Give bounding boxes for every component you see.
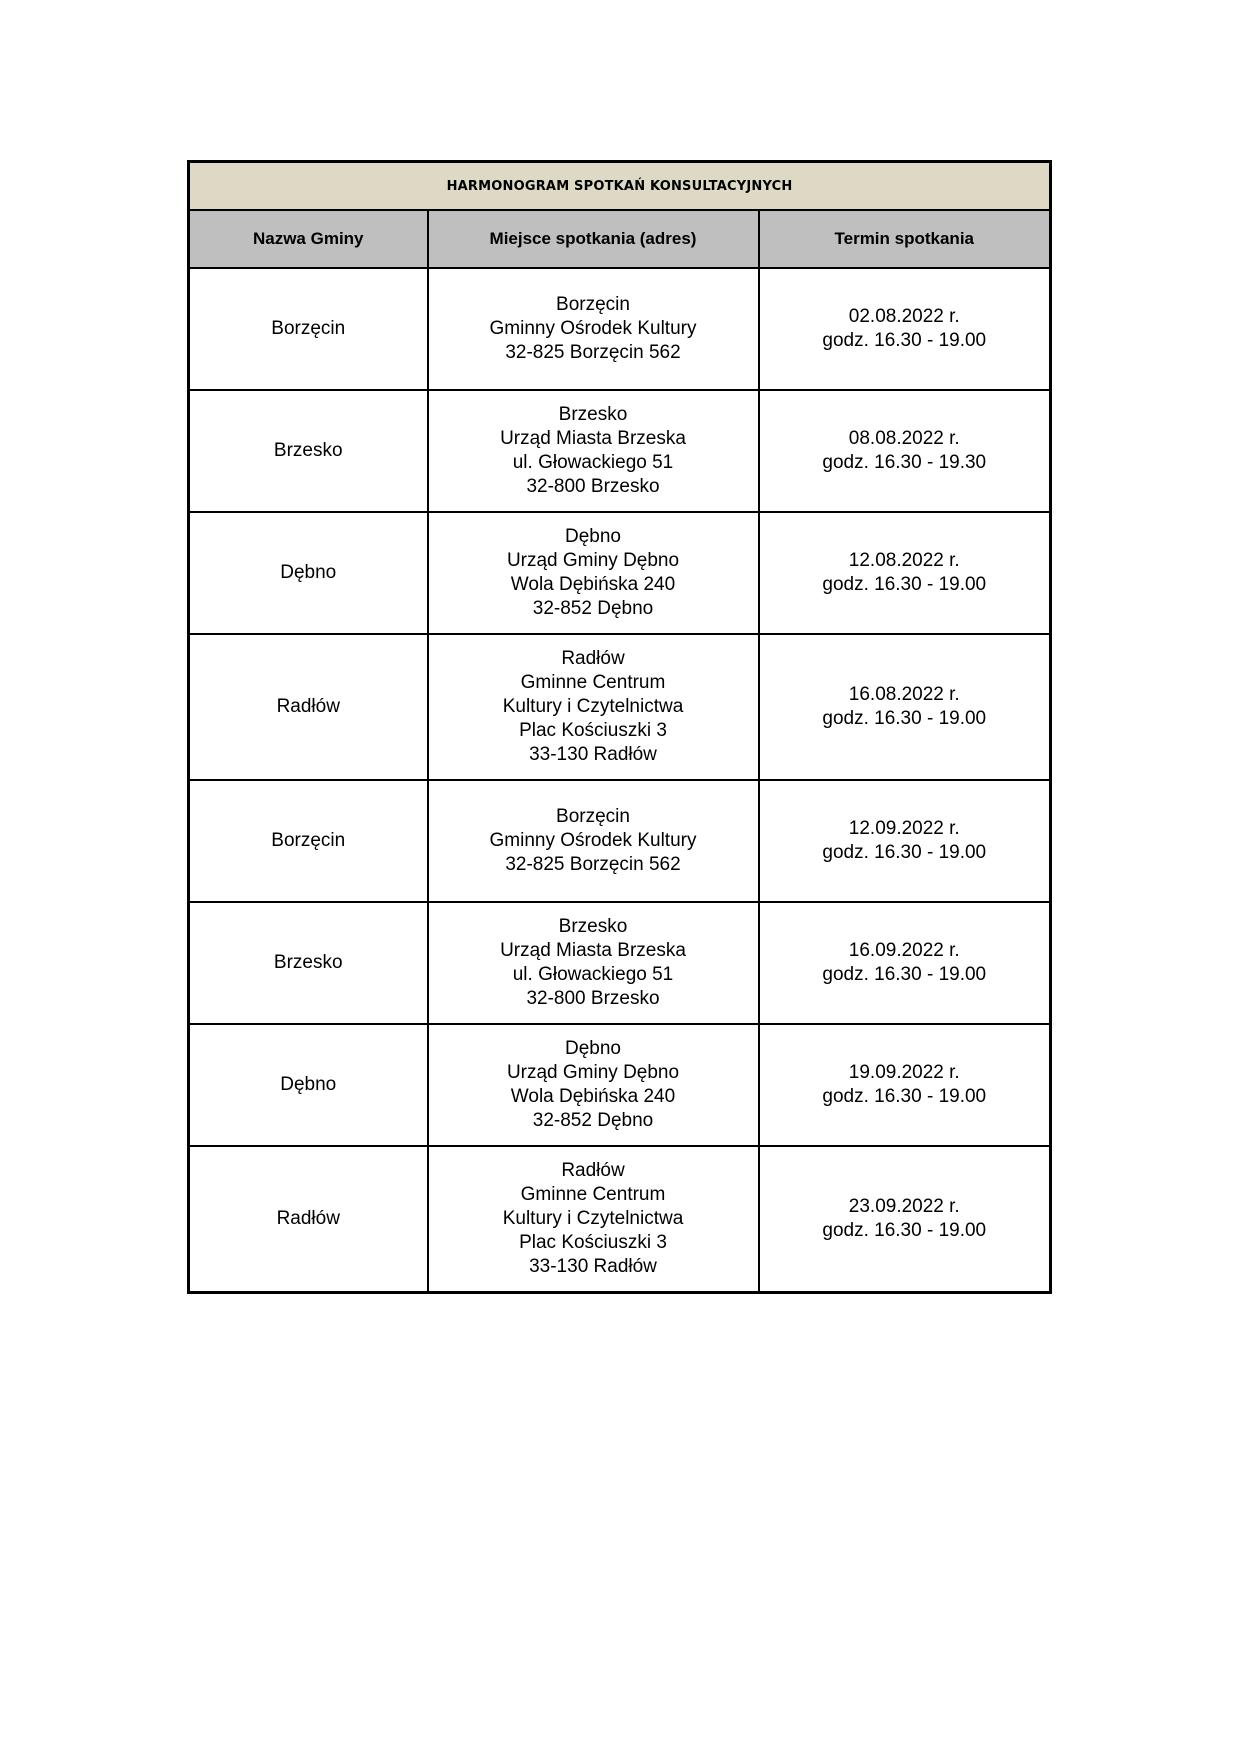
meeting-hours: godz. 16.30 - 19.30 <box>822 452 987 473</box>
meeting-date: 02.08.2022 r. <box>848 306 960 327</box>
address-line: 33-130 Radłów <box>529 1256 657 1277</box>
cell-gmina: Borzęcin <box>189 268 428 390</box>
table-row <box>189 268 1051 390</box>
address-line: 32-852 Dębno <box>532 598 654 619</box>
cell-date <box>759 1024 1051 1146</box>
cell-date <box>759 1146 1051 1293</box>
meeting-date: 08.08.2022 r. <box>848 428 960 449</box>
address-line: Borzęcin <box>556 294 630 315</box>
address-line: Radłów <box>561 648 625 669</box>
address-line: 32-800 Brzesko <box>526 988 660 1009</box>
column-header-address: Miejsce spotkania (adres) <box>428 210 759 268</box>
schedule-table <box>187 160 1052 1294</box>
meeting-date: 16.08.2022 r. <box>848 684 960 705</box>
cell-address <box>428 1146 759 1293</box>
cell-date <box>759 390 1051 512</box>
address-line: 32-800 Brzesko <box>526 476 660 497</box>
cell-date <box>759 902 1051 1024</box>
address-line: Brzesko <box>558 404 628 425</box>
meeting-date: 19.09.2022 r. <box>848 1062 960 1083</box>
address-line: Wola Dębińska 240 <box>510 1086 676 1107</box>
table-row <box>189 902 1051 1024</box>
cell-gmina: Dębno <box>189 1024 428 1146</box>
cell-date <box>759 634 1051 780</box>
address-line: Kultury i Czytelnictwa <box>502 1208 684 1229</box>
address-line: Brzesko <box>558 916 628 937</box>
cell-address <box>428 634 759 780</box>
table-title-row <box>189 162 1051 211</box>
address-line: Urząd Miasta Brzeska <box>500 428 686 449</box>
cell-date <box>759 780 1051 902</box>
table-row <box>189 1024 1051 1146</box>
address-line: 32-825 Borzęcin 562 <box>505 854 681 875</box>
cell-date <box>759 512 1051 634</box>
document-page <box>187 160 1049 1294</box>
table-row <box>189 634 1051 780</box>
address-line: Dębno <box>565 1038 621 1059</box>
meeting-hours: godz. 16.30 - 19.00 <box>822 574 987 595</box>
meeting-date: 12.08.2022 r. <box>848 550 960 571</box>
meeting-hours: godz. 16.30 - 19.00 <box>822 330 987 351</box>
column-header-date: Termin spotkania <box>759 210 1051 268</box>
address-line: Gminne Centrum <box>520 1184 666 1205</box>
cell-address <box>428 512 759 634</box>
table-row <box>189 780 1051 902</box>
cell-address <box>428 780 759 902</box>
meeting-date: 23.09.2022 r. <box>848 1196 960 1217</box>
address-line: Urząd Miasta Brzeska <box>500 940 686 961</box>
address-line: ul. Głowackiego 51 <box>512 452 674 473</box>
meeting-hours: godz. 16.30 - 19.00 <box>822 1220 987 1241</box>
meeting-hours: godz. 16.30 - 19.00 <box>822 708 987 729</box>
address-line: Wola Dębińska 240 <box>510 574 676 595</box>
cell-gmina: Radłów <box>189 634 428 780</box>
meeting-hours: godz. 16.30 - 19.00 <box>822 964 987 985</box>
column-header-gmina: Nazwa Gminy <box>189 210 428 268</box>
cell-gmina: Brzesko <box>189 902 428 1024</box>
cell-gmina: Dębno <box>189 512 428 634</box>
meeting-date: 12.09.2022 r. <box>848 818 960 839</box>
address-line: Gminny Ośrodek Kultury <box>489 830 697 851</box>
cell-gmina: Radłów <box>189 1146 428 1293</box>
address-line: ul. Głowackiego 51 <box>512 964 674 985</box>
cell-address <box>428 902 759 1024</box>
address-line: Plac Kościuszki 3 <box>519 1232 667 1253</box>
cell-gmina: Brzesko <box>189 390 428 512</box>
address-line: Gminny Ośrodek Kultury <box>489 318 697 339</box>
table-row <box>189 512 1051 634</box>
table-row <box>189 390 1051 512</box>
meeting-hours: godz. 16.30 - 19.00 <box>822 1086 987 1107</box>
cell-address <box>428 390 759 512</box>
address-line: Radłów <box>561 1160 625 1181</box>
cell-address <box>428 1024 759 1146</box>
address-line: Kultury i Czytelnictwa <box>502 696 684 717</box>
table-row <box>189 1146 1051 1293</box>
table-header-row <box>189 210 1051 268</box>
meeting-hours: godz. 16.30 - 19.00 <box>822 842 987 863</box>
cell-date <box>759 268 1051 390</box>
table-title: HARMONOGRAM SPOTKAŃ KONSULTACYJNYCH <box>189 162 1051 211</box>
address-line: 32-825 Borzęcin 562 <box>505 342 681 363</box>
address-line: Borzęcin <box>556 806 630 827</box>
address-line: 33-130 Radłów <box>529 744 657 765</box>
meeting-date: 16.09.2022 r. <box>848 940 960 961</box>
address-line: Urząd Gminy Dębno <box>506 1062 680 1083</box>
address-line: Gminne Centrum <box>520 672 666 693</box>
cell-gmina: Borzęcin <box>189 780 428 902</box>
address-line: Dębno <box>565 526 621 547</box>
address-line: 32-852 Dębno <box>532 1110 654 1131</box>
address-line: Plac Kościuszki 3 <box>519 720 667 741</box>
cell-address <box>428 268 759 390</box>
address-line: Urząd Gminy Dębno <box>506 550 680 571</box>
